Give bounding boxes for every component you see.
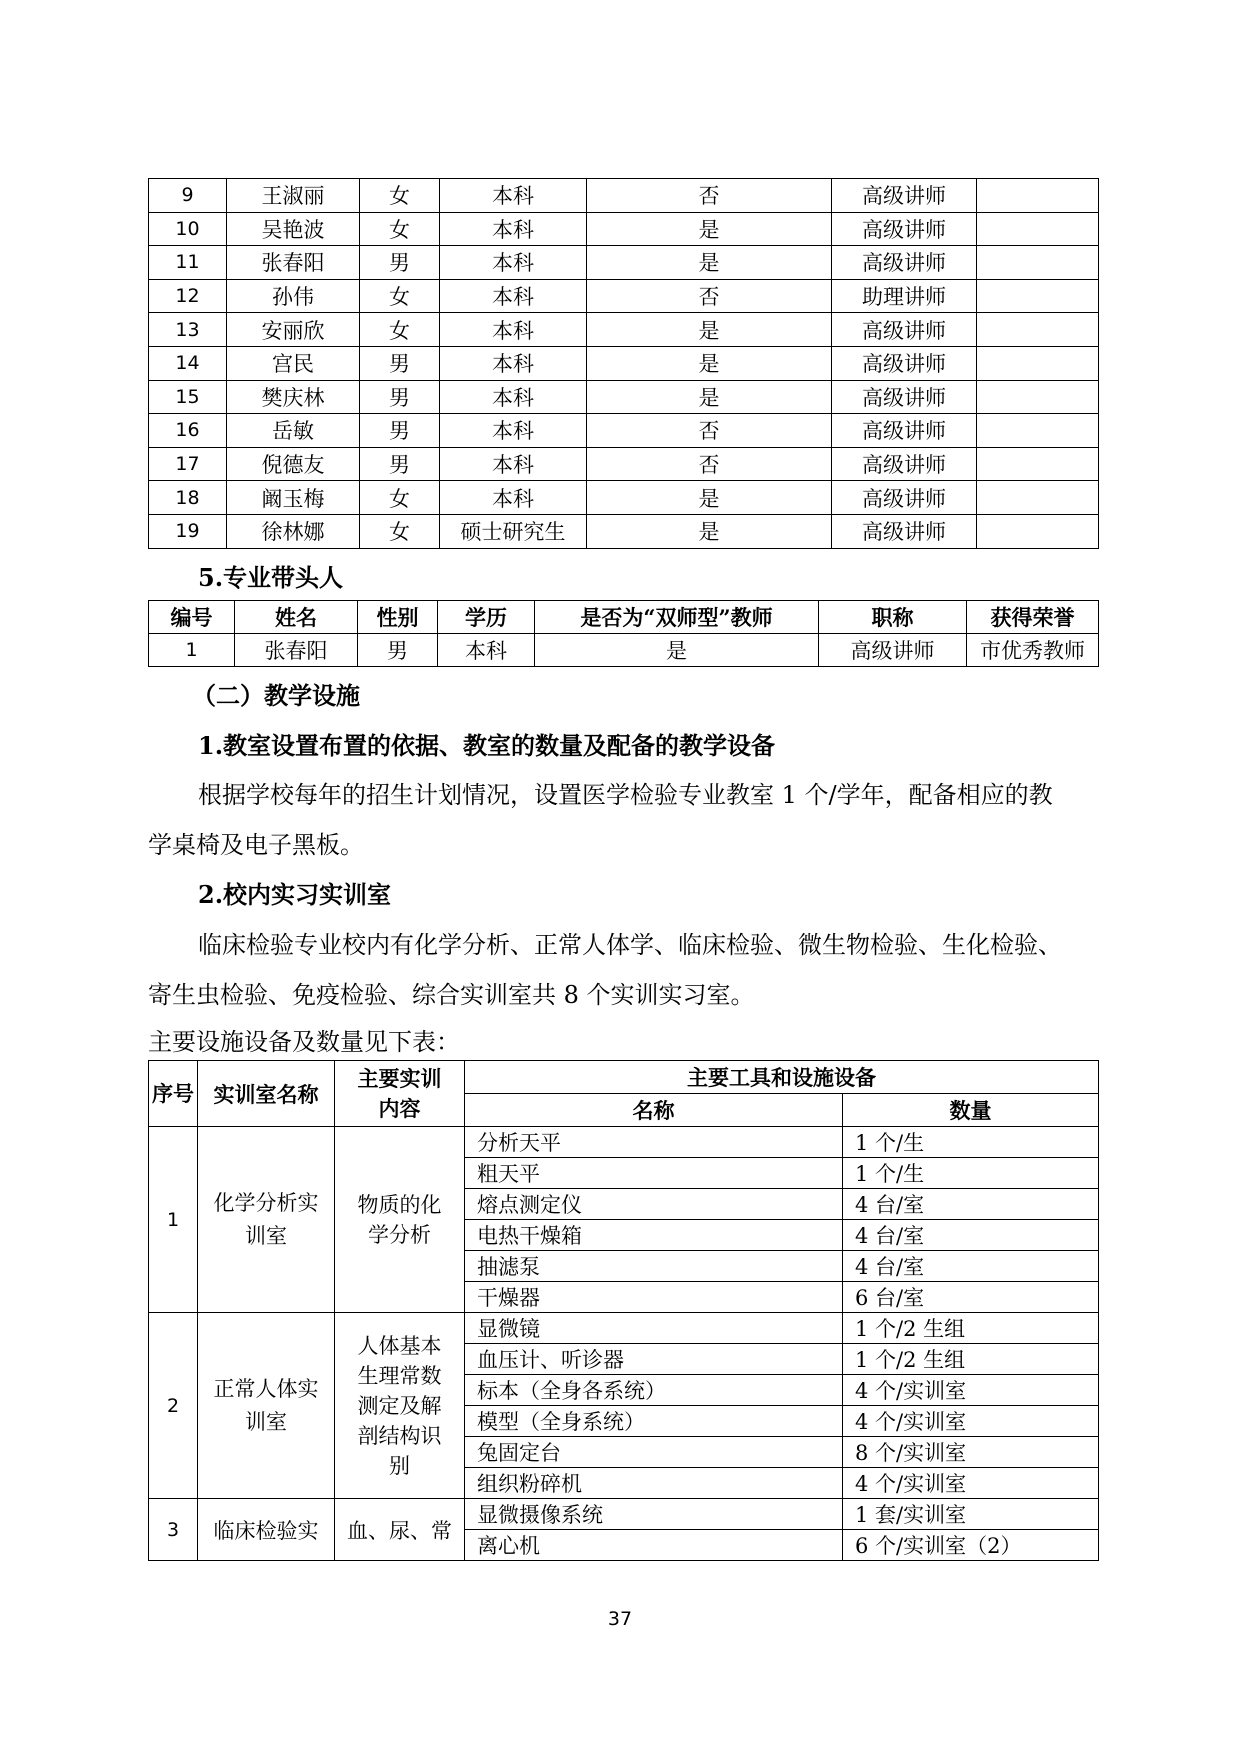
table-row bbox=[149, 346, 1099, 380]
table-cell: 本科 bbox=[440, 447, 587, 481]
training-content-cell: 物质的化学分析 bbox=[335, 1127, 465, 1313]
table-cell: 11 bbox=[149, 246, 227, 280]
table-cell: 孙伟 bbox=[227, 279, 360, 313]
table-cell: 18 bbox=[149, 481, 227, 515]
training-content-cell: 人体基本生理常数测定及解剖结构识别 bbox=[335, 1313, 465, 1499]
table-cell: 19 bbox=[149, 514, 227, 548]
header-cell-no: 序号 bbox=[149, 1061, 198, 1127]
equipment-name-cell: 显微镜 bbox=[465, 1313, 843, 1344]
leader-table-header bbox=[149, 601, 1099, 634]
equipment-name-cell: 血压计、听诊器 bbox=[465, 1344, 843, 1375]
equipment-name-cell: 电热干燥箱 bbox=[465, 1220, 843, 1251]
table-cell: 是 bbox=[587, 246, 832, 280]
group-number-cell: 3 bbox=[149, 1499, 198, 1561]
training-content-cell: 血、尿、常 bbox=[335, 1499, 465, 1561]
header-cell: 学历 bbox=[438, 601, 535, 634]
equipment-name-cell: 熔点测定仪 bbox=[465, 1189, 843, 1220]
table-cell: 是 bbox=[587, 380, 832, 414]
table-cell: 是 bbox=[587, 514, 832, 548]
table-cell: 本科 bbox=[440, 481, 587, 515]
table-row bbox=[149, 481, 1099, 515]
table-cell: 张春阳 bbox=[235, 634, 358, 667]
equipment-qty-cell: 8 个/实训室 bbox=[843, 1437, 1099, 1468]
table-cell: 倪德友 bbox=[227, 447, 360, 481]
table-cell: 是 bbox=[535, 634, 819, 667]
header-cell-name: 名称 bbox=[465, 1094, 843, 1127]
table-cell bbox=[977, 380, 1099, 414]
table-cell: 徐林娜 bbox=[227, 514, 360, 548]
table-cell: 12 bbox=[149, 279, 227, 313]
table-cell: 男 bbox=[360, 447, 440, 481]
table-cell: 本科 bbox=[440, 313, 587, 347]
table-cell bbox=[977, 212, 1099, 246]
equipment-qty-cell: 6 个/实训室（2） bbox=[843, 1530, 1099, 1561]
table-cell: 本科 bbox=[440, 179, 587, 213]
header-cell-content: 主要实训内容 bbox=[335, 1061, 465, 1127]
table-row bbox=[149, 179, 1099, 213]
paragraph-line: 寄生虫检验、免疫检验、综合实训室共 8 个实训实习室。 bbox=[148, 981, 755, 1009]
equipment-qty-cell: 6 台/室 bbox=[843, 1282, 1099, 1313]
table-cell: 女 bbox=[360, 514, 440, 548]
subsection-1-heading: 1.教室设置布置的依据、教室的数量及配备的教学设备 bbox=[198, 731, 776, 760]
header-cell-room: 实训室名称 bbox=[198, 1061, 335, 1127]
equipment-qty-cell: 4 个/实训室 bbox=[843, 1375, 1099, 1406]
table-cell: 硕士研究生 bbox=[440, 514, 587, 548]
table-cell: 10 bbox=[149, 212, 227, 246]
table-cell bbox=[977, 346, 1099, 380]
equipment-qty-cell: 4 台/室 bbox=[843, 1220, 1099, 1251]
table-cell: 否 bbox=[587, 414, 832, 448]
table-cell: 高级讲师 bbox=[832, 313, 977, 347]
table-cell: 宫民 bbox=[227, 346, 360, 380]
table-row bbox=[149, 279, 1099, 313]
table-cell: 女 bbox=[360, 179, 440, 213]
table-cell: 王淑丽 bbox=[227, 179, 360, 213]
equipment-qty-cell: 4 台/室 bbox=[843, 1189, 1099, 1220]
equipment-qty-cell: 1 个/生 bbox=[843, 1127, 1099, 1158]
table-cell: 17 bbox=[149, 447, 227, 481]
section-2-heading: （二）教学设施 bbox=[192, 681, 360, 710]
table-cell: 男 bbox=[360, 380, 440, 414]
equipment-name-cell: 离心机 bbox=[465, 1530, 843, 1561]
table-cell: 高级讲师 bbox=[832, 380, 977, 414]
equipment-name-cell: 模型（全身系统） bbox=[465, 1406, 843, 1437]
table-cell: 本科 bbox=[440, 279, 587, 313]
leader-table bbox=[148, 600, 1099, 667]
table-cell: 高级讲师 bbox=[832, 414, 977, 448]
page-number: 37 bbox=[607, 1608, 633, 1630]
header-cell: 获得荣誉 bbox=[967, 601, 1099, 634]
header-cell: 职称 bbox=[819, 601, 967, 634]
table-row bbox=[149, 1313, 1099, 1344]
table-cell: 助理讲师 bbox=[832, 279, 977, 313]
equipment-qty-cell: 4 个/实训室 bbox=[843, 1406, 1099, 1437]
table-cell: 高级讲师 bbox=[832, 246, 977, 280]
table-cell: 是 bbox=[587, 346, 832, 380]
table-cell: 男 bbox=[360, 346, 440, 380]
equipment-qty-cell: 1 个/2 生组 bbox=[843, 1313, 1099, 1344]
table-cell bbox=[977, 481, 1099, 515]
equipment-name-cell: 显微摄像系统 bbox=[465, 1499, 843, 1530]
table-cell: 市优秀教师 bbox=[967, 634, 1099, 667]
table-intro: 主要设施设备及数量见下表： bbox=[148, 1028, 460, 1056]
subsection-2-heading: 2.校内实习实训室 bbox=[198, 880, 392, 909]
table-cell bbox=[977, 313, 1099, 347]
table-row bbox=[149, 212, 1099, 246]
equipment-qty-cell: 1 套/实训室 bbox=[843, 1499, 1099, 1530]
header-cell: 姓名 bbox=[235, 601, 358, 634]
table-row bbox=[149, 447, 1099, 481]
table-row bbox=[149, 634, 1099, 667]
table-cell: 张春阳 bbox=[227, 246, 360, 280]
table-cell: 女 bbox=[360, 313, 440, 347]
header-cell: 是否为“双师型”教师 bbox=[535, 601, 819, 634]
table-cell: 是 bbox=[587, 313, 832, 347]
table-cell bbox=[977, 514, 1099, 548]
equipment-qty-cell: 4 台/室 bbox=[843, 1251, 1099, 1282]
equipment-qty-cell: 1 个/生 bbox=[843, 1158, 1099, 1189]
table-cell bbox=[977, 246, 1099, 280]
equipment-name-cell: 标本（全身各系统） bbox=[465, 1375, 843, 1406]
table-cell: 本科 bbox=[440, 246, 587, 280]
table-row bbox=[149, 414, 1099, 448]
table-row bbox=[149, 380, 1099, 414]
equipment-qty-cell: 4 个/实训室 bbox=[843, 1468, 1099, 1499]
group-number-cell: 2 bbox=[149, 1313, 198, 1499]
equipment-name-cell: 组织粉碎机 bbox=[465, 1468, 843, 1499]
equipment-name-cell: 分析天平 bbox=[465, 1127, 843, 1158]
table-cell: 本科 bbox=[440, 380, 587, 414]
table-cell: 高级讲师 bbox=[832, 346, 977, 380]
table-cell: 高级讲师 bbox=[819, 634, 967, 667]
table-cell: 15 bbox=[149, 380, 227, 414]
group-number-cell: 1 bbox=[149, 1127, 198, 1313]
table-cell bbox=[977, 447, 1099, 481]
table-cell: 高级讲师 bbox=[832, 481, 977, 515]
facility-header-row bbox=[149, 1061, 1099, 1094]
table-cell: 女 bbox=[360, 212, 440, 246]
table-cell: 男 bbox=[360, 414, 440, 448]
table-row bbox=[149, 1127, 1099, 1158]
equipment-name-cell: 抽滤泵 bbox=[465, 1251, 843, 1282]
table-cell: 否 bbox=[587, 179, 832, 213]
room-name-cell: 化学分析实训室 bbox=[198, 1127, 335, 1313]
table-cell: 1 bbox=[149, 634, 235, 667]
table-cell: 是 bbox=[587, 481, 832, 515]
header-cell-qty: 数量 bbox=[843, 1094, 1099, 1127]
table-cell: 本科 bbox=[440, 414, 587, 448]
table-cell: 岳敏 bbox=[227, 414, 360, 448]
table-cell: 高级讲师 bbox=[832, 179, 977, 213]
table-cell bbox=[977, 179, 1099, 213]
table-cell: 吴艳波 bbox=[227, 212, 360, 246]
table-cell: 高级讲师 bbox=[832, 514, 977, 548]
table-cell bbox=[977, 414, 1099, 448]
table-cell: 16 bbox=[149, 414, 227, 448]
table-cell: 高级讲师 bbox=[832, 447, 977, 481]
table-cell bbox=[977, 279, 1099, 313]
table-cell: 否 bbox=[587, 279, 832, 313]
table-cell: 安丽欣 bbox=[227, 313, 360, 347]
table-cell: 阚玉梅 bbox=[227, 481, 360, 515]
paragraph-line: 根据学校每年的招生计划情况，设置医学检验专业教室 1 个/学年，配备相应的教 bbox=[198, 781, 1053, 809]
table-cell: 14 bbox=[149, 346, 227, 380]
table-row bbox=[149, 313, 1099, 347]
table-cell: 女 bbox=[360, 279, 440, 313]
table-row bbox=[149, 1499, 1099, 1530]
table-cell: 樊庆林 bbox=[227, 380, 360, 414]
table-cell: 男 bbox=[358, 634, 438, 667]
table-cell: 高级讲师 bbox=[832, 212, 977, 246]
equipment-qty-cell: 1 个/2 生组 bbox=[843, 1344, 1099, 1375]
facility-table bbox=[148, 1060, 1099, 1561]
table-cell: 否 bbox=[587, 447, 832, 481]
table-cell: 13 bbox=[149, 313, 227, 347]
room-name-cell: 临床检验实 bbox=[198, 1499, 335, 1561]
equipment-name-cell: 干燥器 bbox=[465, 1282, 843, 1313]
room-name-cell: 正常人体实训室 bbox=[198, 1313, 335, 1499]
table-row bbox=[149, 514, 1099, 548]
header-cell-equipment: 主要工具和设施设备 bbox=[465, 1061, 1099, 1094]
equipment-name-cell: 兔固定台 bbox=[465, 1437, 843, 1468]
section-5-heading: 5.专业带头人 bbox=[198, 563, 344, 592]
paragraph-line: 临床检验专业校内有化学分析、正常人体学、临床检验、微生物检验、生化检验、 bbox=[198, 931, 1062, 959]
header-cell: 性别 bbox=[358, 601, 438, 634]
table-cell: 本科 bbox=[440, 346, 587, 380]
table-cell: 男 bbox=[360, 246, 440, 280]
paragraph-line: 学桌椅及电子黑板。 bbox=[148, 831, 364, 859]
table-row bbox=[149, 246, 1099, 280]
table-cell: 本科 bbox=[438, 634, 535, 667]
table-cell: 是 bbox=[587, 212, 832, 246]
table-cell: 女 bbox=[360, 481, 440, 515]
equipment-name-cell: 粗天平 bbox=[465, 1158, 843, 1189]
table-cell: 本科 bbox=[440, 212, 587, 246]
teacher-table bbox=[148, 178, 1099, 549]
header-cell: 编号 bbox=[149, 601, 235, 634]
table-cell: 9 bbox=[149, 179, 227, 213]
